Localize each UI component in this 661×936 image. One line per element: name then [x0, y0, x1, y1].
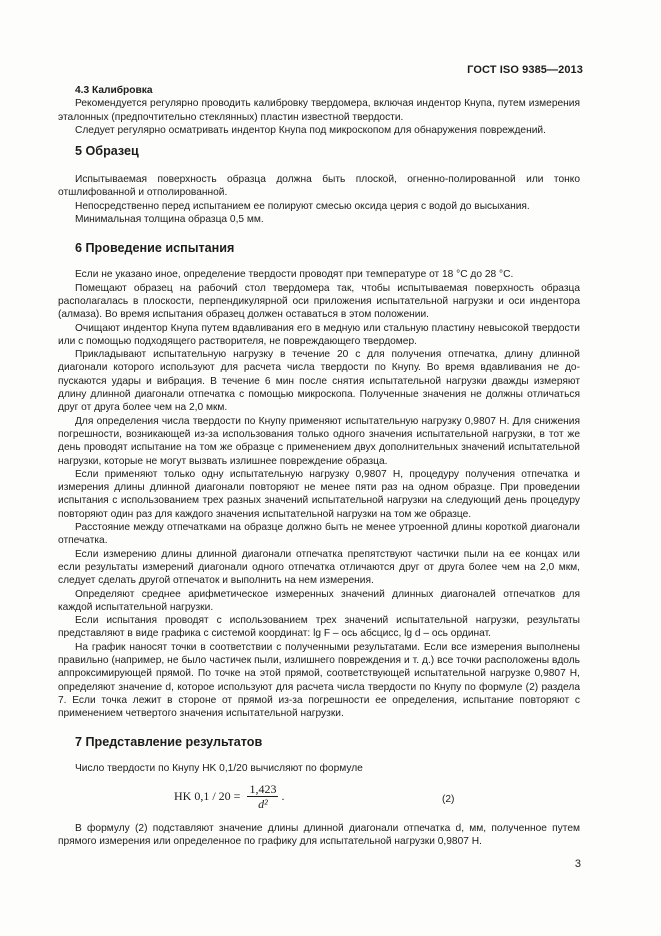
paragraph: Помещают образец на рабочий стол твердомера так, чтобы испытываемая поверхность образца располагалась в плоскости, перпендикулярной оси приложения испытательной нагрузки и оси индентора (алмаза). Во время испытания образец должен оставаться в этом положении. — [58, 282, 580, 321]
paragraph: Испытываемая поверхность образца должна быть плоской, огненно-полированной или тонко отшлифованной и отполированной. — [58, 174, 580, 199]
section-5 — [58, 143, 580, 226]
paragraph: Если не указано иное, определение твердости проводят при температуре от 18 °С до 28 °С. — [75, 269, 514, 281]
paragraph: Число твердости по Кнупу HK 0,1/20 вычисляют по формуле — [75, 763, 363, 775]
paragraph: Определяют среднее арифметическое измеренных значений длинных диагоналей отпечатков для каждой испытательной нагрузки. — [58, 588, 580, 613]
standard-code: ГОСТ ISO 9385—2013 — [467, 64, 583, 76]
paragraph: Если применяют только одну испытательную нагрузку 0,9807 Н, процедуру получения отпечатка и измерения длины длинной диагонали повторяют не менее пяти раз на одном образце. При проведении испытания с использованием трех разных значений испытательной нагрузки на следующий день процедуру повторяют один раз для каждого значения испытательной нагрузки на том же образце. — [58, 468, 580, 520]
equation-number: (2) — [442, 793, 455, 805]
formula-tail: . — [281, 789, 285, 804]
paragraph: Если измерению длины длинной диагонали отпечатка препятствуют частички пыли на ее концах или если результаты измерений диагонали одного отпечатка отличаются друг от друга более чем на 2,0 мкм, следует сделать другой отпечаток и выполнить на нем измерения. — [58, 548, 580, 587]
paragraph: На график наносят точки в соответствии с полученными результатами. Если все измерения выполнены правильно (например, не было частичек пыли, излишнего повреждения и т. д.) все точки расположены вдоль аппроксимирующей прямой. По точке на этой прямой, соответствующей испытательной нагрузке 0,9807 Н, определяют значение d, которое используют для расчета числа твердости по Кнупу по формуле (2) раздела 7. Если точка лежит в стороне от прямой из-за погрешности ее определения, испытание повторяют с применением четвертого значения испытательной нагрузки. — [58, 641, 580, 720]
section-title: 7 Представление результатов — [75, 735, 263, 750]
paragraph: Минимальная толщина образца 0,5 мм. — [75, 214, 264, 226]
paragraph: Расстояние между отпечатками на образце должно быть не менее утроенной длины короткой диагонали отпечатка. — [58, 522, 580, 547]
paragraph: Следует регулярно осматривать индентор Кнупа под микроскопом для обнаружения повреждений. — [75, 124, 546, 136]
paragraph: Непосредственно перед испытанием ее полируют смесью оксида церия с водой до высыхания. — [75, 200, 530, 212]
section-6 — [58, 240, 580, 720]
section-title: 5 Образец — [75, 144, 139, 159]
paragraph: Прикладывают испытательную нагрузку в течение 20 с для получения отпечатка, длину длинной диагонали которого используют для расчета числа твердости по Кнупу. Во время вдавливания не допускаются удары и вибрация. В течение 6 мин после снятия испытательной нагрузки дважды измеряют длину длинной диагонали отпечатка с помощью микроскопа. Полученные значения не должны отличаться друг от друга более чем на 2,0 мкм. — [58, 349, 580, 414]
formula-lhs: HK 0,1 / 20 = — [174, 789, 241, 804]
section-4-3 — [58, 84, 580, 137]
section-title: 4.3 Калибровка — [75, 85, 153, 96]
paragraph: Для определения числа твердости по Кнупу применяют испытательную нагрузку 0,9807 Н. Для снижения погрешности, возникающей из-за использования только одного значения испытательной нагрузки, в тот же день проводят испытание на том же образце с применением двух дополнительных значений испытательной нагрузки, которые не могут вызвать излишнее повреждение образца. — [58, 415, 580, 467]
formula-numerator: 1,423 — [249, 781, 277, 796]
paragraph: Если испытания проводят с использованием трех значений испытательной нагрузки, результаты представляют в виде графика с системой координат: lg F – ось абсцисс, lg d – ось ординат. — [58, 615, 580, 640]
paragraph: Очищают индентор Кнупа путем вдавливания его в медную или стальную пластину невысокой твердости или с помощью подходящего растворителя, не повреждающего твердомер. — [58, 322, 580, 347]
formula-block — [58, 780, 580, 818]
formula-fraction — [247, 782, 278, 812]
formula-denominator: d² — [258, 796, 268, 811]
knoop-formula — [174, 782, 284, 812]
document-body — [58, 84, 580, 848]
section-7 — [58, 734, 580, 848]
page-number: 3 — [574, 858, 581, 870]
paragraph: Рекомендуется регулярно проводить калибровку твердомера, включая индентор Кнупа, путем измерения эталонных (предпочтительно стеклянных) пластин известной твердости. — [58, 98, 580, 123]
section-title: 6 Проведение испытания — [75, 241, 235, 256]
paragraph: В формулу (2) подставляют значение длины длинной диагонали отпечатка d, мм, полученное путем прямого измерения или определенное по графику для испытательной нагрузки 0,9807 Н. — [58, 822, 580, 848]
